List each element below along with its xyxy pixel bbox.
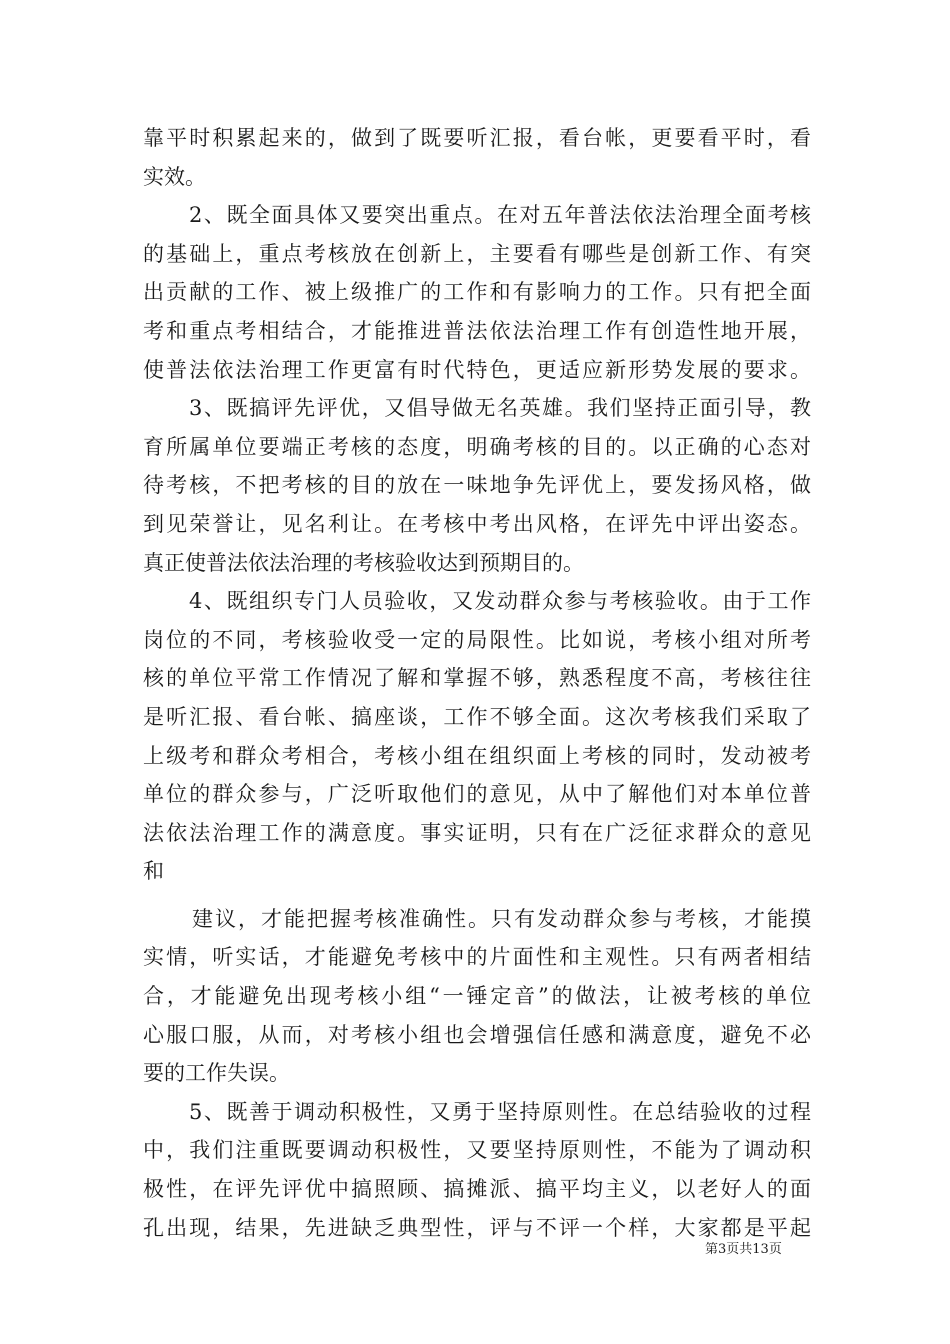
text-line: 岗位的不同，考核验收受一定的局限性。比如说，考核小组对所考 (143, 627, 811, 652)
text-line: 使普法依法治理工作更富有时代特色，更适应新形势发展的要求。 (143, 357, 811, 382)
text-line: 考和重点考相结合，才能推进普法依法治理工作有创造性地开展， (143, 318, 811, 343)
text-line: 的基础上，重点考核放在创新上，主要看有哪些是创新工作、有突 (143, 241, 811, 266)
continued-line: 建议，才能把握考核准确性。只有发动群众参与考核，才能摸 (192, 906, 811, 931)
paragraph-start-line: 3、既搞评先评优，又倡导做无名英雄。我们坚持正面引导，教 (189, 396, 811, 421)
text-line: 和 (143, 859, 164, 884)
paragraph-start-line: 4、既组织专门人员验收，又发动群众参与考核验收。由于工作 (189, 589, 811, 614)
text-line: 要的工作失误。 (143, 1061, 290, 1086)
paragraph-start-line: 2、既全面具体又要突出重点。在对五年普法依法治理全面考核 (189, 203, 811, 228)
text-line: 实效。 (143, 164, 206, 189)
text-line: 孔出现，结果，先进缺乏典型性，评与不评一个样，大家都是平起 (143, 1215, 811, 1240)
text-line: 育所属单位要端正考核的态度，明确考核的目的。以正确的心态对 (143, 434, 811, 459)
text-line: 待考核，不把考核的目的放在一味地争先评优上，要发扬风格，做 (143, 473, 811, 498)
text-line: 法依法治理工作的满意度。事实证明，只有在广泛征求群众的意见 (143, 820, 811, 845)
text-line: 出贡献的工作、被上级推广的工作和有影响力的工作。只有把全面 (143, 280, 811, 305)
text-line: 中，我们注重既要调动积极性，又要坚持原则性，不能为了调动积 (143, 1138, 811, 1163)
text-line: 是听汇报、看台帐、搞座谈，工作不够全面。这次考核我们采取了 (143, 704, 811, 729)
document-body (143, 119, 811, 1247)
text-line: 单位的群众参与，广泛听取他们的意见，从中了解他们对本单位普 (143, 782, 811, 807)
text-line: 真正使普法依法治理的考核验收达到预期目的。 (143, 550, 584, 575)
text-line: 上级考和群众考相合，考核小组在组织面上考核的同时，发动被考 (143, 743, 811, 768)
text-line: 心服口服，从而，对考核小组也会增强信任感和满意度，避免不必 (143, 1022, 811, 1047)
text-line: 实情，听实话，才能避免考核中的片面性和主观性。只有两者相结 (143, 945, 811, 970)
page-number: 第3页共13页 (705, 1242, 782, 1257)
text-line: 核的单位平常工作情况了解和掌握不够，熟悉程度不高，考核往往 (143, 666, 811, 691)
text-line: 靠平时积累起来的，做到了既要听汇报，看台帐，更要看平时，看 (143, 126, 811, 150)
paragraph-start-line: 5、既善于调动积极性，又勇于坚持原则性。在总结验收的过程 (189, 1099, 811, 1124)
text-line: 到见荣誉让，见名利让。在考核中考出风格，在评先中评出姿态。 (143, 511, 811, 536)
text-line: 极性，在评先评优中搞照顾、搞摊派、搞平均主义，以老好人的面 (143, 1177, 811, 1202)
text-line: 合，才能避免出现考核小组“一锤定音”的做法，让被考核的单位 (143, 984, 811, 1009)
